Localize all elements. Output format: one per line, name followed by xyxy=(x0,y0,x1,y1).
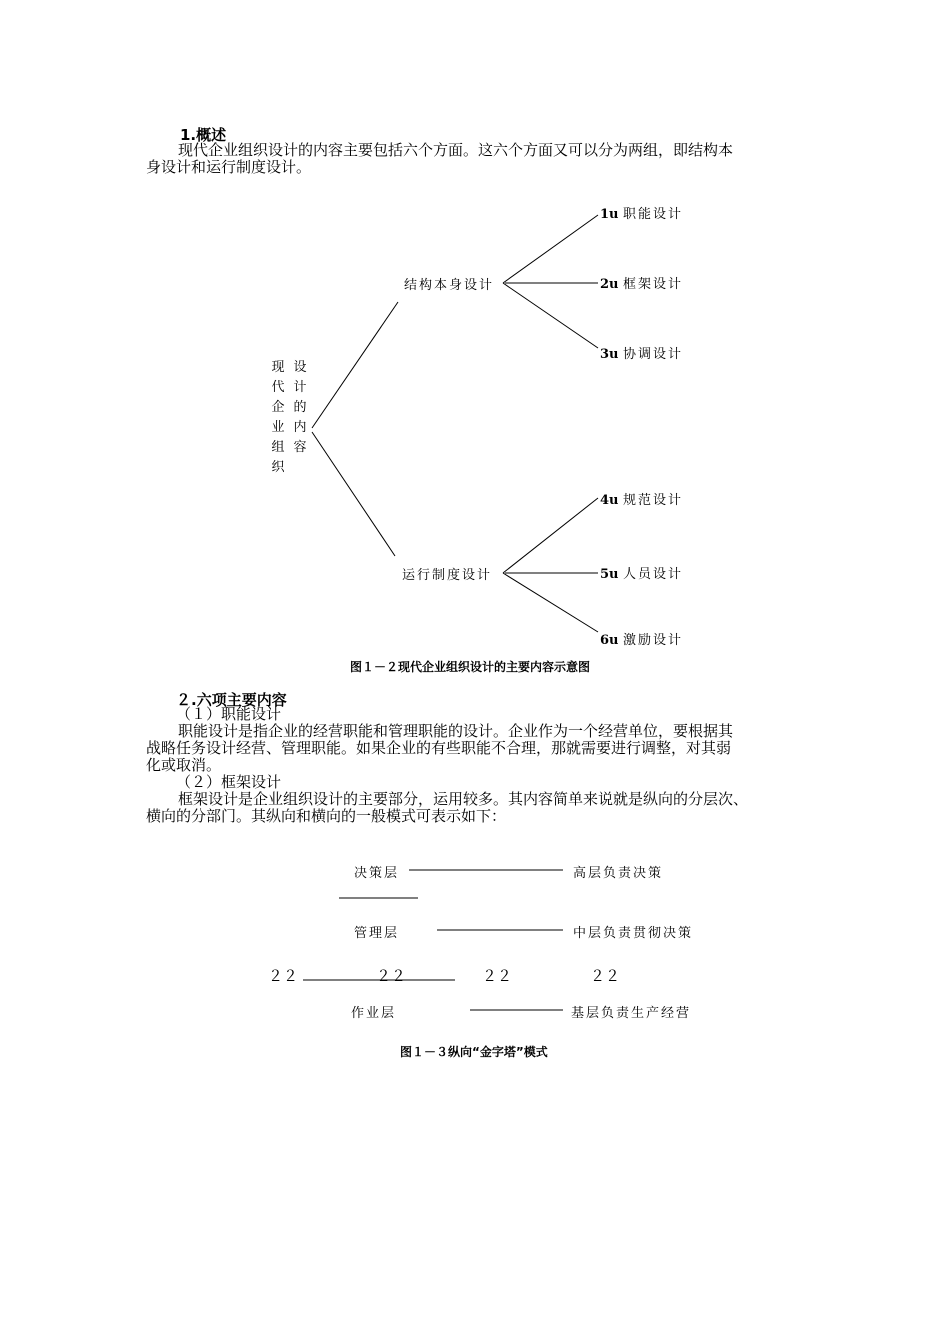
subsection1-title: （１）职能设计 xyxy=(176,705,282,723)
leaf-5-number: 5 xyxy=(600,567,610,582)
mark-3: ２２ xyxy=(482,967,513,985)
mark-2: ２２ xyxy=(376,967,407,985)
subsection1-line1: 职能设计是指企业的经营职能和管理职能的设计。企业作为一个经营单位，要根据其 xyxy=(178,722,734,740)
figure2-caption: 图１－３纵向“金字塔”模式 xyxy=(400,1045,548,1059)
subsection1-line2: 战略任务设计经营、管理职能。如果企业的有些职能不合理，那就需要进行调整，对其弱 xyxy=(146,739,732,757)
level-decision-desc: 高层负责决策 xyxy=(573,866,664,881)
leaf-1-label: 职能设计 xyxy=(623,207,684,222)
leaf-2-number: 2 xyxy=(600,277,610,292)
leaf-3-marker: u xyxy=(609,347,624,362)
leaf-2-marker: u xyxy=(609,277,624,292)
figure1-caption: 图１－２现代企业组织设计的主要内容示意图 xyxy=(350,660,591,674)
branch-structure-design: 结构本身设计 xyxy=(404,278,495,293)
section1-paragraph-line2: 身设计和运行制度设计。 xyxy=(146,158,312,176)
subsection1-line3: 化或取消。 xyxy=(146,756,222,774)
leaf-6-marker: u xyxy=(609,633,624,648)
leaf-3-label: 协调设计 xyxy=(623,347,684,362)
level-management-desc: 中层负责贯彻决策 xyxy=(573,926,694,941)
leaf-4-label: 规范设计 xyxy=(623,493,684,508)
leaf-1-number: 1 xyxy=(600,207,610,222)
section1-heading: 1.概述 xyxy=(180,126,227,144)
root-label-col1: 现代企业组织 xyxy=(271,360,285,475)
leaf-6-number: 6 xyxy=(600,633,610,648)
level-operation-desc: 基层负责生产经营 xyxy=(571,1006,692,1021)
leaf-3-number: 3 xyxy=(600,347,610,362)
level-operation-name: 作业层 xyxy=(351,1006,397,1021)
subsection2-title: （２）框架设计 xyxy=(176,773,282,791)
mark-4: ２２ xyxy=(590,967,621,985)
leaf-6-label: 激励设计 xyxy=(623,633,684,648)
section2-heading: ２.六项主要内容 xyxy=(176,691,287,709)
root-label-col2: 设计的内容 xyxy=(293,360,307,455)
subsection2-line1: 框架设计是企业组织设计的主要部分，运用较多。其内容简单来说就是纵向的分层次、 xyxy=(178,790,749,808)
leaf-5-label: 人员设计 xyxy=(623,567,684,582)
section1-paragraph-line1: 现代企业组织设计的内容主要包括六个方面。这六个方面又可以分为两组，即结构本 xyxy=(178,141,734,159)
subsection2-line2: 横向的分部门。其纵向和横向的一般模式可表示如下： xyxy=(146,807,507,825)
leaf-4-number: 4 xyxy=(600,493,610,508)
mark-1: ２２ xyxy=(268,967,299,985)
leaf-1-marker: u xyxy=(609,207,624,222)
level-decision-name: 决策层 xyxy=(354,866,400,881)
leaf-4-marker: u xyxy=(609,493,624,508)
branch-operation-design: 运行制度设计 xyxy=(402,568,493,583)
level-management-name: 管理层 xyxy=(354,926,400,941)
leaf-5-marker: u xyxy=(609,567,624,582)
leaf-2-label: 框架设计 xyxy=(623,277,684,292)
